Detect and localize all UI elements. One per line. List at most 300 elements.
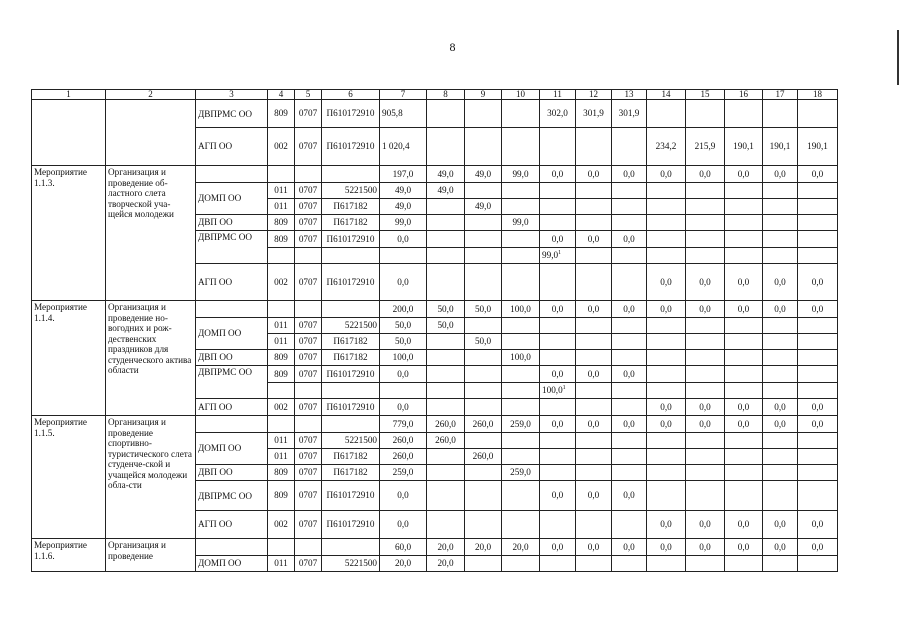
value-cell: 0,0 xyxy=(647,301,686,318)
code-cell: 5221500 xyxy=(322,556,380,572)
value-cell xyxy=(686,350,725,366)
value-cell xyxy=(576,248,612,264)
code-cell xyxy=(322,383,380,399)
value-cell xyxy=(540,215,576,231)
code-cell: 809 xyxy=(268,215,295,231)
code-cell: П610172910 xyxy=(322,128,380,166)
value-cell xyxy=(465,511,502,539)
value-cell xyxy=(647,215,686,231)
code-cell: 5221500 xyxy=(322,433,380,449)
value-cell: 50,0 xyxy=(465,301,502,318)
value-cell: 0,0 xyxy=(763,301,798,318)
value-cell: 260,0 xyxy=(380,449,427,465)
value-cell xyxy=(763,334,798,350)
activity-total-row xyxy=(32,539,838,556)
value-cell: 0,0 xyxy=(647,539,686,556)
code-cell: 011 xyxy=(268,433,295,449)
value-cell: 1 020,4 xyxy=(380,128,427,166)
value-cell xyxy=(686,433,725,449)
value-cell: 20,0 xyxy=(427,556,465,572)
value-cell: 0,0 xyxy=(763,539,798,556)
value-cell xyxy=(502,128,540,166)
value-cell: 215,9 xyxy=(686,128,725,166)
value-cell: 0,0 xyxy=(798,166,838,183)
value-cell xyxy=(465,318,502,334)
value-cell: 0,0 xyxy=(647,166,686,183)
value-cell: 0,0 xyxy=(576,231,612,248)
value-cell xyxy=(612,433,647,449)
code-cell: 0707 xyxy=(295,334,322,350)
value-cell: 0,0 xyxy=(540,416,576,433)
value-cell xyxy=(502,334,540,350)
code-cell xyxy=(268,383,295,399)
value-cell: 260,0 xyxy=(465,449,502,465)
value-cell: 259,0 xyxy=(380,465,427,481)
value-cell xyxy=(798,334,838,350)
value-cell xyxy=(465,100,502,128)
value-cell xyxy=(427,465,465,481)
value-cell: 0,0 xyxy=(380,264,427,301)
value-cell xyxy=(576,264,612,301)
value-cell xyxy=(686,183,725,199)
value-cell xyxy=(576,183,612,199)
value-cell: 0,0 xyxy=(763,416,798,433)
value-cell: 302,0 xyxy=(540,100,576,128)
value-cell xyxy=(576,399,612,416)
header-cell: 17 xyxy=(763,90,798,100)
code-cell: 809 xyxy=(268,481,295,511)
code-cell xyxy=(268,416,295,433)
code-cell: П617182 xyxy=(322,449,380,465)
value-cell: 0,0 xyxy=(540,366,576,383)
value-cell xyxy=(427,350,465,366)
activity-name: Мероприятие 1.1.6. xyxy=(32,539,106,572)
value-cell xyxy=(798,318,838,334)
source-cell: ДВПРМС ОО xyxy=(196,366,268,399)
value-cell xyxy=(686,366,725,383)
header-cell: 12 xyxy=(576,90,612,100)
value-cell xyxy=(798,199,838,215)
value-cell xyxy=(465,366,502,383)
source-cell: АГП ОО xyxy=(196,264,268,301)
value-cell xyxy=(502,399,540,416)
value-cell xyxy=(725,465,763,481)
value-cell xyxy=(540,350,576,366)
value-cell xyxy=(763,366,798,383)
value-cell: 0,0 xyxy=(576,366,612,383)
value-cell: 259,0 xyxy=(502,465,540,481)
value-cell xyxy=(502,383,540,399)
value-cell xyxy=(502,481,540,511)
value-cell xyxy=(427,334,465,350)
value-cell xyxy=(465,183,502,199)
value-cell xyxy=(502,100,540,128)
value-cell: 0,0 xyxy=(798,539,838,556)
header-cell: 4 xyxy=(268,90,295,100)
value-cell: 0,0 xyxy=(380,366,427,383)
value-cell xyxy=(502,264,540,301)
value-cell xyxy=(380,248,427,264)
code-cell: П610172910 xyxy=(322,511,380,539)
page-edge-mark xyxy=(897,30,899,85)
value-cell xyxy=(612,399,647,416)
code-cell: 011 xyxy=(268,199,295,215)
budget-table-sheet xyxy=(31,89,838,572)
value-cell: 0,0 xyxy=(686,301,725,318)
code-cell: 0707 xyxy=(295,465,322,481)
value-cell xyxy=(576,449,612,465)
code-cell: 0707 xyxy=(295,511,322,539)
value-cell: 0,0 xyxy=(647,399,686,416)
code-cell xyxy=(322,166,380,183)
value-cell xyxy=(647,383,686,399)
code-cell xyxy=(322,301,380,318)
value-cell xyxy=(465,481,502,511)
value-cell xyxy=(465,399,502,416)
code-cell: 0707 xyxy=(295,481,322,511)
value-cell xyxy=(576,334,612,350)
value-cell: 0,0 xyxy=(612,539,647,556)
header-cell: 14 xyxy=(647,90,686,100)
code-cell: 0707 xyxy=(295,433,322,449)
value-cell: 99,0 xyxy=(380,215,427,231)
value-cell xyxy=(540,433,576,449)
value-cell xyxy=(612,128,647,166)
value-cell: 0,0 xyxy=(686,511,725,539)
value-cell xyxy=(725,433,763,449)
value-cell xyxy=(798,100,838,128)
value-cell xyxy=(798,248,838,264)
value-cell xyxy=(427,481,465,511)
value-cell xyxy=(686,481,725,511)
description-cell xyxy=(106,100,196,166)
value-cell xyxy=(686,465,725,481)
activity-name: Мероприятие 1.1.5. xyxy=(32,416,106,539)
value-cell: 0,0 xyxy=(612,301,647,318)
value-cell xyxy=(427,366,465,383)
value-cell: 0,0 xyxy=(612,166,647,183)
header-cell: 3 xyxy=(196,90,268,100)
source-cell xyxy=(196,301,268,318)
value-cell xyxy=(540,511,576,539)
page-number: 8 xyxy=(449,40,456,54)
value-cell: 0,0 xyxy=(612,481,647,511)
value-cell xyxy=(647,449,686,465)
value-cell: 779,0 xyxy=(380,416,427,433)
value-cell xyxy=(763,183,798,199)
header-row xyxy=(32,90,838,100)
value-cell xyxy=(502,183,540,199)
activity-total-row xyxy=(32,166,838,183)
code-cell xyxy=(295,301,322,318)
value-cell xyxy=(763,248,798,264)
value-cell xyxy=(647,366,686,383)
value-cell xyxy=(725,449,763,465)
value-cell xyxy=(540,183,576,199)
value-cell: 0,0 xyxy=(725,264,763,301)
code-cell: 0707 xyxy=(295,199,322,215)
header-cell: 15 xyxy=(686,90,725,100)
value-cell: 0,0 xyxy=(763,511,798,539)
value-cell xyxy=(725,100,763,128)
code-cell: 011 xyxy=(268,334,295,350)
code-cell: 011 xyxy=(268,318,295,334)
source-cell xyxy=(196,166,268,183)
value-cell xyxy=(427,100,465,128)
value-cell xyxy=(798,556,838,572)
value-cell xyxy=(686,100,725,128)
value-cell xyxy=(763,433,798,449)
value-cell xyxy=(798,183,838,199)
source-cell: ДВП ОО xyxy=(196,215,268,231)
value-cell: 99,0 xyxy=(502,215,540,231)
code-cell: 0707 xyxy=(295,183,322,199)
value-cell xyxy=(540,334,576,350)
source-cell: ДВП ОО xyxy=(196,350,268,366)
code-cell: П610172910 xyxy=(322,366,380,383)
value-cell xyxy=(380,383,427,399)
value-cell xyxy=(798,383,838,399)
value-cell xyxy=(576,433,612,449)
value-cell xyxy=(763,481,798,511)
source-cell: ДВПРМС ОО xyxy=(196,100,268,128)
value-cell: 0,0 xyxy=(576,301,612,318)
code-cell: 809 xyxy=(268,350,295,366)
code-cell: П610172910 xyxy=(322,399,380,416)
code-cell: 011 xyxy=(268,556,295,572)
value-cell xyxy=(763,465,798,481)
value-cell: 60,0 xyxy=(380,539,427,556)
value-cell xyxy=(427,383,465,399)
value-cell xyxy=(540,465,576,481)
value-cell xyxy=(612,465,647,481)
budget-table xyxy=(31,89,838,572)
value-cell: 260,0 xyxy=(380,433,427,449)
value-cell: 50,0 xyxy=(380,334,427,350)
value-cell: 0,0 xyxy=(647,511,686,539)
value-cell: 0,0 xyxy=(540,539,576,556)
code-cell: 5221500 xyxy=(322,318,380,334)
value-cell xyxy=(427,248,465,264)
value-cell: 0,0 xyxy=(686,416,725,433)
code-cell: П610172910 xyxy=(322,231,380,248)
code-cell: 002 xyxy=(268,128,295,166)
value-cell: 0,0 xyxy=(798,511,838,539)
value-cell: 0,0 xyxy=(725,539,763,556)
header-cell: 9 xyxy=(465,90,502,100)
value-cell: 0,0 xyxy=(540,231,576,248)
source-cell: ДВПРМС ОО xyxy=(196,231,268,264)
code-cell: П617182 xyxy=(322,215,380,231)
value-cell: 0,0 xyxy=(647,416,686,433)
value-cell xyxy=(576,511,612,539)
code-cell xyxy=(322,539,380,556)
value-cell xyxy=(725,318,763,334)
value-cell xyxy=(427,128,465,166)
value-cell xyxy=(465,433,502,449)
value-cell xyxy=(502,556,540,572)
header-cell: 16 xyxy=(725,90,763,100)
value-cell xyxy=(798,350,838,366)
value-cell: 0,0 xyxy=(798,416,838,433)
source-cell: ДВПРМС ОО xyxy=(196,481,268,511)
value-cell: 49,0 xyxy=(427,183,465,199)
value-cell xyxy=(725,215,763,231)
value-cell: 0,0 xyxy=(763,399,798,416)
value-cell xyxy=(540,399,576,416)
value-cell xyxy=(647,100,686,128)
source-cell xyxy=(196,539,268,556)
source-cell: АГП ОО xyxy=(196,399,268,416)
code-cell: 002 xyxy=(268,511,295,539)
value-cell: 0,0 xyxy=(798,264,838,301)
code-cell: 011 xyxy=(268,183,295,199)
value-cell: 190,1 xyxy=(763,128,798,166)
activity-name: Мероприятие 1.1.3. xyxy=(32,166,106,301)
activity-description: Организация и проведение спортивно-туристического слета студенче-ской и учащейся молодежи обла-сти xyxy=(106,416,196,539)
value-cell xyxy=(612,511,647,539)
code-cell xyxy=(268,539,295,556)
value-cell xyxy=(465,383,502,399)
footnote-mark: 1 xyxy=(562,385,566,392)
value-cell xyxy=(763,215,798,231)
activity-description: Организация и проведение но-вогодних и рож-дественских праздников для студенческого актива области xyxy=(106,301,196,416)
value-cell: 0,0 xyxy=(686,264,725,301)
table-row xyxy=(32,100,838,128)
value-cell: 0,0 xyxy=(725,511,763,539)
value-cell xyxy=(612,248,647,264)
code-cell: П610172910 xyxy=(322,481,380,511)
code-cell: 0707 xyxy=(295,556,322,572)
value-cell xyxy=(576,383,612,399)
activity-name: Мероприятие 1.1.4. xyxy=(32,301,106,416)
value-cell xyxy=(725,334,763,350)
header-cell: 18 xyxy=(798,90,838,100)
value-cell xyxy=(427,231,465,248)
code-cell: 002 xyxy=(268,399,295,416)
value-cell xyxy=(647,433,686,449)
value-cell: 260,0 xyxy=(465,416,502,433)
value-cell: 0,0 xyxy=(725,399,763,416)
value-cell xyxy=(502,199,540,215)
code-cell xyxy=(295,248,322,264)
code-cell xyxy=(322,248,380,264)
value-cell xyxy=(465,556,502,572)
value-cell xyxy=(427,449,465,465)
value-cell: 0,0 xyxy=(380,231,427,248)
footnote-value-cell xyxy=(540,383,576,399)
value-cell: 0,0 xyxy=(380,511,427,539)
code-cell: 0707 xyxy=(295,231,322,248)
value-cell xyxy=(465,248,502,264)
source-cell: ДОМП ОО xyxy=(196,433,268,465)
value-cell xyxy=(763,318,798,334)
value-cell xyxy=(612,183,647,199)
value-cell xyxy=(686,215,725,231)
value-cell: 100,0 xyxy=(380,350,427,366)
value-cell xyxy=(612,264,647,301)
code-cell xyxy=(268,166,295,183)
value-cell: 49,0 xyxy=(380,183,427,199)
value-cell: 190,1 xyxy=(798,128,838,166)
code-cell: 809 xyxy=(268,231,295,248)
value-cell xyxy=(647,465,686,481)
value-cell xyxy=(686,449,725,465)
source-cell: АГП ОО xyxy=(196,128,268,166)
value-cell: 0,0 xyxy=(612,366,647,383)
value-cell xyxy=(686,383,725,399)
value-cell xyxy=(612,383,647,399)
value-cell: 0,0 xyxy=(540,481,576,511)
value-cell: 234,2 xyxy=(647,128,686,166)
code-cell: 5221500 xyxy=(322,183,380,199)
value-cell: 0,0 xyxy=(763,166,798,183)
code-cell: П617182 xyxy=(322,334,380,350)
value-cell: 0,0 xyxy=(540,301,576,318)
value-cell xyxy=(427,511,465,539)
value-cell: 260,0 xyxy=(427,416,465,433)
activity-cell xyxy=(32,100,106,166)
code-cell: 0707 xyxy=(295,350,322,366)
value-cell xyxy=(502,511,540,539)
header-cell: 6 xyxy=(322,90,380,100)
value-cell: 0,0 xyxy=(725,416,763,433)
value-cell: 0,0 xyxy=(686,539,725,556)
value-cell: 0,0 xyxy=(576,481,612,511)
value-cell: 49,0 xyxy=(380,199,427,215)
code-cell xyxy=(295,539,322,556)
value-cell xyxy=(725,481,763,511)
value-cell: 905,8 xyxy=(380,100,427,128)
value-cell: 50,0 xyxy=(427,318,465,334)
value-cell: 49,0 xyxy=(465,166,502,183)
value-cell xyxy=(763,199,798,215)
value-cell xyxy=(465,465,502,481)
value-cell: 0,0 xyxy=(725,301,763,318)
code-cell: П617182 xyxy=(322,465,380,481)
source-cell: ДОМП ОО xyxy=(196,556,268,572)
value-cell xyxy=(725,350,763,366)
activity-description: Организация и проведение xyxy=(106,539,196,572)
value-cell: 49,0 xyxy=(465,199,502,215)
value-cell xyxy=(763,231,798,248)
code-cell: П617182 xyxy=(322,350,380,366)
value-cell xyxy=(540,556,576,572)
value-cell xyxy=(686,248,725,264)
value-cell xyxy=(686,334,725,350)
code-cell xyxy=(268,301,295,318)
value-cell xyxy=(612,334,647,350)
source-cell: ДОМП ОО xyxy=(196,183,268,215)
value-cell xyxy=(427,199,465,215)
value-cell xyxy=(763,100,798,128)
value-cell xyxy=(798,231,838,248)
activity-description: Организация и проведение об-ластного слета творческой уча-щейся молодежи xyxy=(106,166,196,301)
header-cell: 7 xyxy=(380,90,427,100)
value-cell xyxy=(647,183,686,199)
value-cell xyxy=(540,199,576,215)
value-cell xyxy=(686,231,725,248)
footnote-mark: 1 xyxy=(558,250,562,257)
value-cell: 190,1 xyxy=(725,128,763,166)
value-cell: 0,0 xyxy=(647,264,686,301)
value-cell: 100,0 xyxy=(502,350,540,366)
header-cell: 11 xyxy=(540,90,576,100)
source-cell: ДОМП ОО xyxy=(196,318,268,350)
footnote-value: 99,0 xyxy=(542,250,559,261)
value-cell xyxy=(763,449,798,465)
value-cell xyxy=(725,248,763,264)
